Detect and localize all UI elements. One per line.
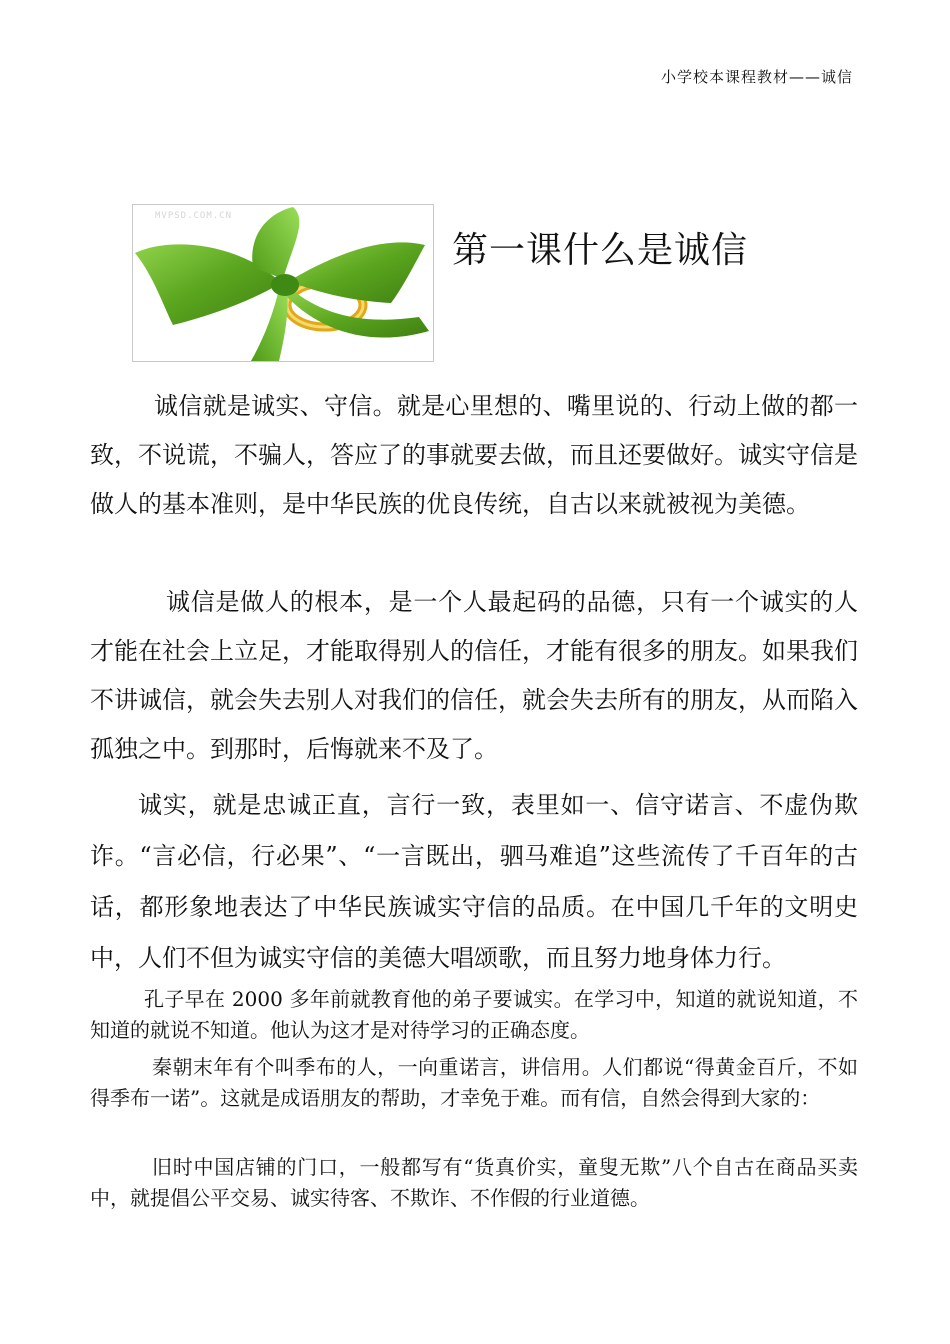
ribbon-image (132, 204, 434, 362)
paragraph-definition: 诚信就是诚实、守信。就是心里想的、嘴里说的、行动上做的都一致，不说谎，不骗人，答应了的事就要去做，而且还要做好。诚实守信是做人的基本准则，是中华民族的优良传统，自古以来就被视为美德。 (90, 392, 858, 518)
green-ribbon-bow-icon (133, 205, 433, 361)
paragraph-jibu: 秦朝末年有个叫季布的人，一向重诺言，讲信用。人们都说“得黄金百斤，不如得季布一诺”。这就是成语朋友的帮助，才幸免于难。而有信，自然会得到大家的： (90, 1055, 858, 1110)
paragraph-importance: 诚信是做人的根本，是一个人最起码的品德，只有一个诚实的人才能在社会上立足，才能取得别人的信任，才能有很多的朋友。如果我们不讲诚信，就会失去别人对我们的信任，就会失去所有的朋友，从而陷入孤独之中。到那时，后悔就来不及了。 (90, 588, 858, 763)
paragraph-honesty: 诚实，就是忠诚正直，言行一致，表里如一、信守诺言、不虚伪欺诈。“言必信，行必果”、“一言既出，驷马难追”这些流传了千百年的古话，都形象地表达了中华民族诚实守信的品质。在中国几千年的文明史中，人们不但为诚实守信的美德大唱颂歌，而且努力地身体力行。 (90, 791, 858, 972)
paragraph-confucius: 孔子早在 2000 多年前就教育他的弟子要诚实。在学习中，知道的就说知道，不知道的就说不知道。他认为这才是对待学习的正确态度。 (90, 987, 858, 1042)
page-header: 小学校本课程教材——诚信 (660, 68, 853, 86)
image-watermark: MVPSD.COM.CN (155, 211, 233, 221)
lesson-title: 第一课什么是诚信 (452, 230, 749, 271)
paragraph-shops: 旧时中国店铺的门口，一般都写有“货真价实，童叟无欺”八个自古在商品买卖中，就提倡公平交易、诚实待客、不欺诈、不作假的行业道德。 (90, 1155, 858, 1210)
